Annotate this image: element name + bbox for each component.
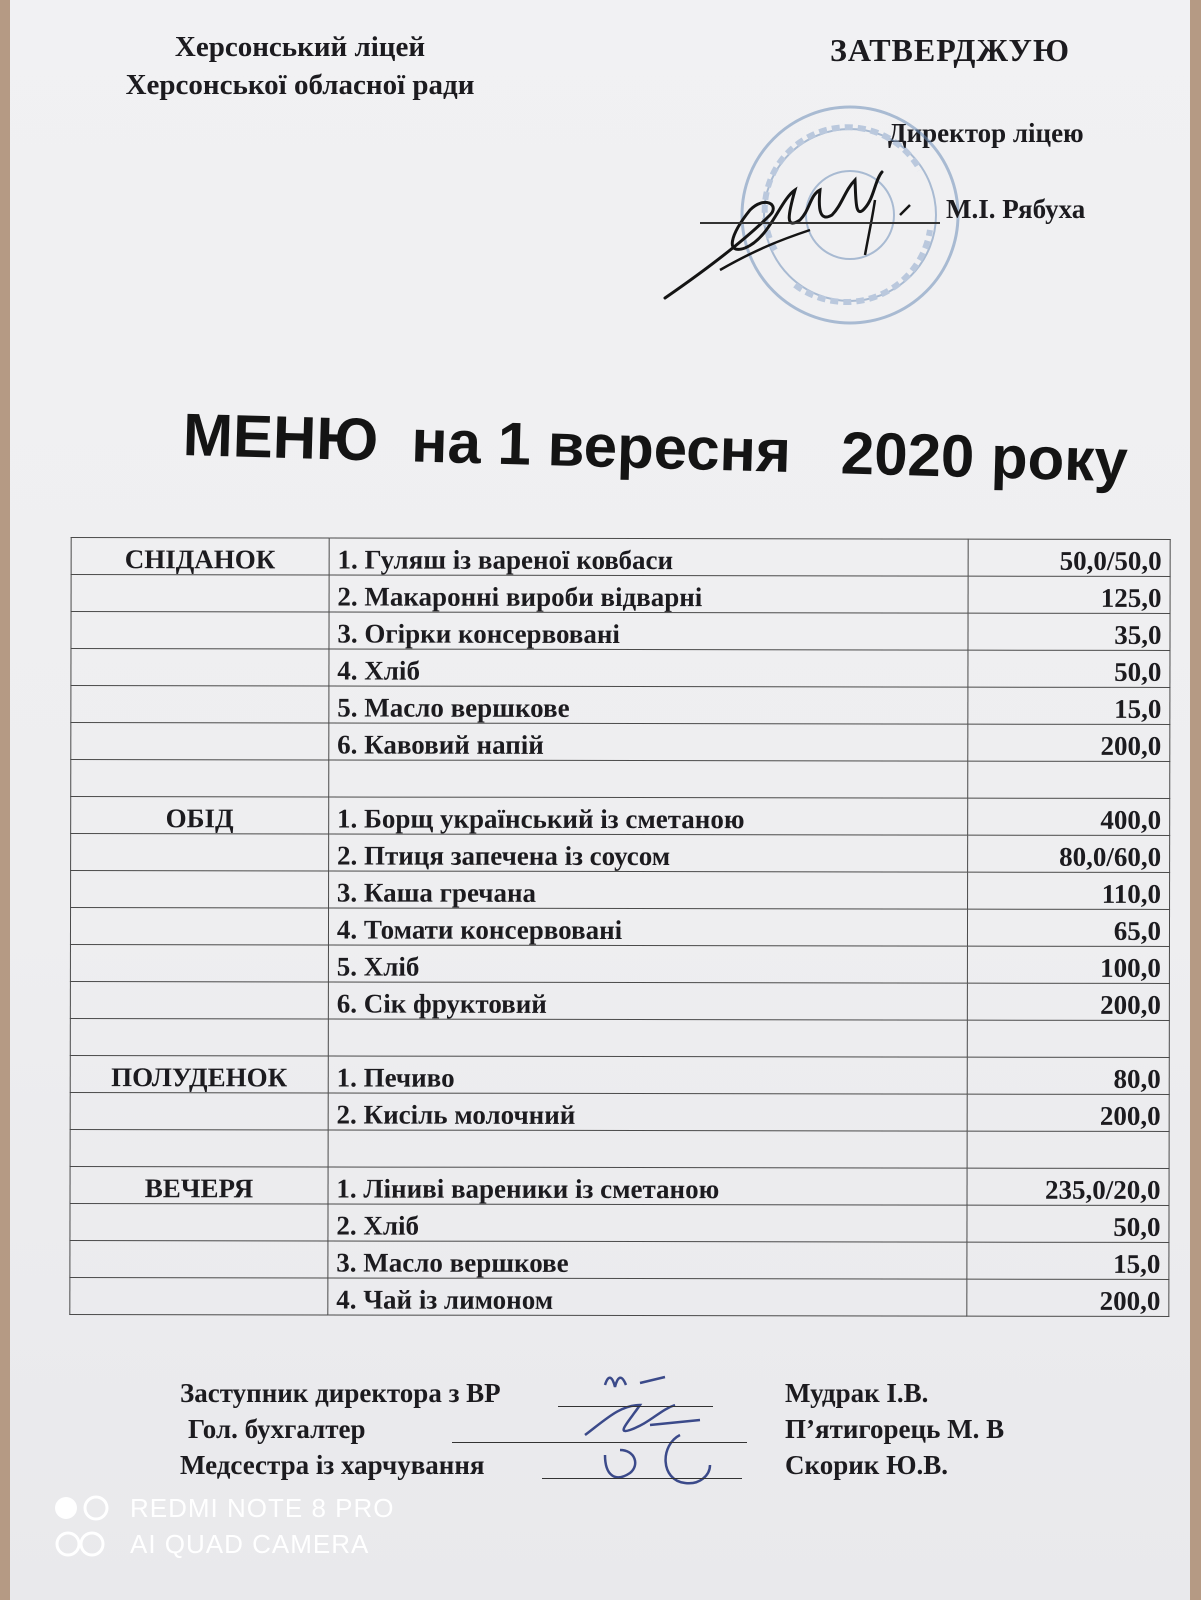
dish-cell: 2. Макаронні вироби відварні bbox=[329, 575, 969, 613]
dish-cell: 1. Печиво bbox=[328, 1056, 968, 1094]
menu-row bbox=[71, 612, 1170, 651]
portion-cell: 125,0 bbox=[968, 576, 1170, 613]
portion-cell: 35,0 bbox=[968, 613, 1170, 650]
dish-cell: 2. Кисіль молочний bbox=[328, 1093, 968, 1131]
menu-row bbox=[71, 538, 1170, 577]
menu-row bbox=[71, 834, 1170, 873]
meal-name-cell: СНІДАНОК bbox=[71, 538, 329, 575]
menu-row bbox=[70, 1056, 1169, 1095]
portion-cell: 50,0 bbox=[968, 650, 1170, 687]
dish-cell: 2. Хліб bbox=[328, 1204, 968, 1242]
menu-row bbox=[71, 649, 1170, 688]
signature-line bbox=[558, 1406, 713, 1407]
meal-name-cell bbox=[71, 871, 329, 908]
footer-row bbox=[180, 1378, 1080, 1414]
meal-name-cell bbox=[71, 834, 329, 871]
school-name-line1: Херсонський ліцей bbox=[174, 31, 426, 63]
portion-cell: 200,0 bbox=[968, 724, 1170, 761]
meal-name-cell bbox=[70, 1278, 328, 1315]
portion-cell: 100,0 bbox=[968, 946, 1170, 983]
dual-circle-outline-icon bbox=[52, 1529, 114, 1559]
menu-row bbox=[70, 908, 1169, 947]
dish-cell: 4. Хліб bbox=[329, 649, 969, 687]
watermark-line1: REDMI NOTE 8 PRO bbox=[130, 1493, 395, 1523]
menu-row bbox=[71, 686, 1170, 725]
dish-cell: 4. Томати консервовані bbox=[328, 908, 968, 946]
empty-cell bbox=[328, 1019, 968, 1057]
meal-name-cell bbox=[71, 649, 329, 686]
menu-row bbox=[71, 575, 1170, 614]
menu-row bbox=[71, 723, 1170, 762]
dish-cell: 3. Масло вершкове bbox=[328, 1241, 968, 1279]
menu-row bbox=[70, 1278, 1169, 1317]
menu-row bbox=[70, 1093, 1169, 1132]
meal-name-cell: ВЕЧЕРЯ bbox=[70, 1167, 328, 1204]
director-signature bbox=[660, 160, 940, 310]
menu-row bbox=[70, 1241, 1169, 1280]
meal-name-cell bbox=[70, 945, 328, 982]
menu-row bbox=[70, 982, 1169, 1021]
empty-cell bbox=[329, 760, 969, 798]
portion-cell: 15,0 bbox=[967, 1242, 1169, 1279]
director-title: Директор ліцею bbox=[888, 118, 1084, 148]
meal-name-cell bbox=[70, 1204, 328, 1241]
empty-cell bbox=[967, 1131, 1169, 1168]
menu-spacer-row bbox=[70, 1130, 1169, 1169]
dual-circle-filled-icon bbox=[52, 1493, 114, 1523]
camera-watermark bbox=[52, 1490, 394, 1562]
meal-name-cell bbox=[70, 1093, 328, 1130]
portion-cell: 200,0 bbox=[968, 1094, 1170, 1131]
portion-cell: 235,0/20,0 bbox=[967, 1168, 1169, 1205]
dish-cell: 6. Сік фруктовий bbox=[328, 982, 968, 1020]
portion-cell: 50,0 bbox=[967, 1205, 1169, 1242]
meal-name-cell bbox=[71, 723, 329, 760]
menu-row bbox=[71, 797, 1170, 836]
menu-row bbox=[70, 1167, 1169, 1206]
empty-cell bbox=[328, 1130, 968, 1168]
director-signature-line bbox=[700, 222, 940, 224]
footer-role: Заступник директора з ВР bbox=[180, 1378, 501, 1408]
meal-name-cell bbox=[70, 908, 328, 945]
portion-cell: 400,0 bbox=[968, 798, 1170, 835]
menu-table bbox=[69, 537, 1170, 1317]
empty-cell bbox=[968, 761, 1170, 798]
menu-spacer-row bbox=[70, 1019, 1169, 1058]
approval-heading: ЗАТВЕРДЖУЮ bbox=[830, 32, 1071, 68]
footer-person-name: П’ятигорець М. В bbox=[785, 1414, 1005, 1444]
dish-cell: 6. Кавовий напій bbox=[329, 723, 969, 761]
meal-name-cell: ПОЛУДЕНОК bbox=[70, 1056, 328, 1093]
dish-cell: 3. Огірки консервовані bbox=[329, 612, 969, 650]
meal-name-cell: ОБІД bbox=[71, 797, 329, 834]
watermark-line2: AI QUAD CAMERA bbox=[130, 1529, 370, 1559]
meal-name-cell bbox=[71, 575, 329, 612]
menu-row bbox=[70, 945, 1169, 984]
dish-cell: 1. Борщ український із сметаною bbox=[329, 797, 969, 835]
dish-cell: 4. Чай із лимоном bbox=[328, 1278, 968, 1316]
portion-cell: 80,0/60,0 bbox=[968, 835, 1170, 872]
footer-person-name: Скорик Ю.В. bbox=[785, 1450, 948, 1480]
footer-row bbox=[180, 1414, 1080, 1450]
dish-cell: 5. Масло вершкове bbox=[329, 686, 969, 724]
portion-cell: 65,0 bbox=[968, 909, 1170, 946]
portion-cell: 110,0 bbox=[968, 872, 1170, 909]
footer-role: Гол. бухгалтер bbox=[188, 1414, 366, 1444]
signature-line bbox=[452, 1442, 747, 1443]
footer-signatures-block bbox=[180, 1378, 1080, 1486]
portion-cell: 200,0 bbox=[967, 1279, 1169, 1316]
portion-cell: 80,0 bbox=[968, 1057, 1170, 1094]
meal-name-cell bbox=[70, 1241, 328, 1278]
dish-cell: 3. Каша гречана bbox=[328, 871, 968, 909]
dish-cell: 1. Ліниві вареники із сметаною bbox=[328, 1167, 968, 1205]
meal-name-cell bbox=[71, 686, 329, 723]
menu-row bbox=[70, 1204, 1169, 1243]
empty-cell bbox=[70, 1019, 328, 1056]
signature-line bbox=[542, 1478, 742, 1479]
portion-cell: 200,0 bbox=[968, 983, 1170, 1020]
footer-row bbox=[180, 1450, 1080, 1486]
menu-spacer-row bbox=[71, 760, 1170, 799]
menu-title: МЕНЮ на 1 вересня 2020 року bbox=[182, 401, 1129, 495]
school-header bbox=[70, 28, 530, 104]
school-name-line2: Херсонської обласної ради bbox=[125, 69, 475, 101]
empty-cell bbox=[968, 1020, 1170, 1057]
dish-cell: 1. Гуляш із вареної ковбаси bbox=[329, 538, 969, 576]
empty-cell bbox=[70, 1130, 328, 1167]
portion-cell: 50,0/50,0 bbox=[969, 539, 1171, 576]
empty-cell bbox=[71, 760, 329, 797]
director-name: М.І. Рябуха bbox=[946, 194, 1086, 224]
footer-role: Медсестра із харчування bbox=[180, 1450, 485, 1480]
dish-cell: 5. Хліб bbox=[328, 945, 968, 983]
meal-name-cell bbox=[70, 982, 328, 1019]
meal-name-cell bbox=[71, 612, 329, 649]
footer-person-name: Мудрак І.В. bbox=[785, 1378, 929, 1408]
dish-cell: 2. Птиця запечена із соусом bbox=[328, 834, 968, 872]
portion-cell: 15,0 bbox=[968, 687, 1170, 724]
menu-row bbox=[71, 871, 1170, 910]
